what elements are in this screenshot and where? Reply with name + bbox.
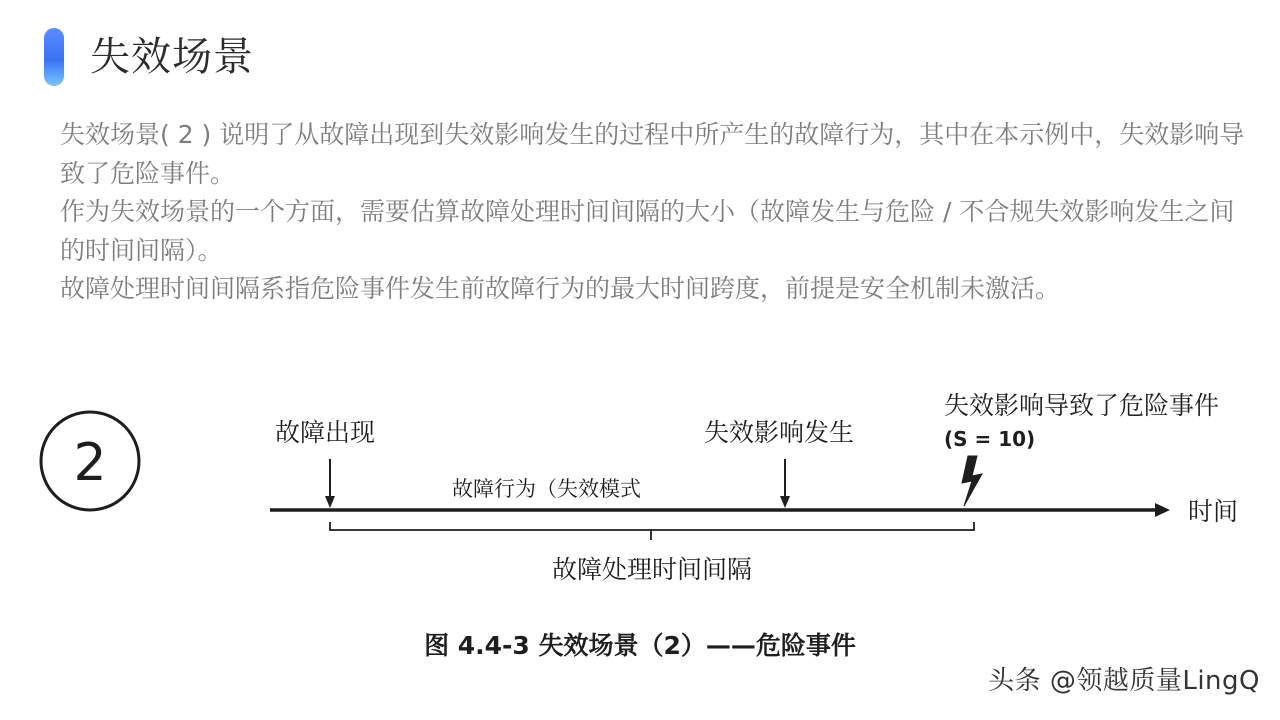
fault-occurs-label: 故障出现: [275, 418, 376, 447]
fault-behavior-label: 故障行为（失效模式: [452, 477, 641, 501]
body-paragraph-3: 故障处理时间间隔系指危险事件发生前故障行为的最大时间跨度，前提是安全机制未激活。: [60, 274, 1061, 303]
severity-label: (S = 10): [944, 427, 1036, 451]
time-axis-arrowhead: [1155, 503, 1170, 517]
failure-effect-arrowhead: [780, 496, 790, 508]
body-paragraph-2: 作为失效场景的一个方面，需要估算故障处理时间间隔的大小（故障发生与危险 / 不合规失效影响发生之间的时间间隔）。: [60, 197, 1235, 265]
title-accent-bar: [44, 28, 64, 86]
time-axis-label: 时间: [1188, 497, 1239, 526]
failure-effect-label: 失效影响发生: [704, 418, 855, 447]
scenario-number-circle: [41, 412, 139, 510]
page-title: 失效场景: [90, 34, 254, 80]
hazard-event-label: 失效影响导致了危险事件: [944, 391, 1220, 420]
fault-occurs-arrowhead: [325, 496, 335, 508]
fault-handling-interval-bracket: [330, 522, 974, 540]
fault-handling-interval-label: 故障处理时间间隔: [551, 555, 753, 584]
lightning-icon: [962, 456, 982, 506]
figure-caption: 图 4.4-3 失效场景（2）——危险事件: [424, 631, 856, 660]
scenario-number: 2: [73, 433, 107, 493]
watermark: 头条 @领越质量LingQ: [988, 666, 1260, 696]
body-paragraph-1: 失效场景( 2 ) 说明了从故障出现到失效影响发生的过程中所产生的故障行为，其中在本示例中，失效影响导致了危险事件。: [60, 120, 1245, 188]
body-text: [60, 116, 1255, 309]
